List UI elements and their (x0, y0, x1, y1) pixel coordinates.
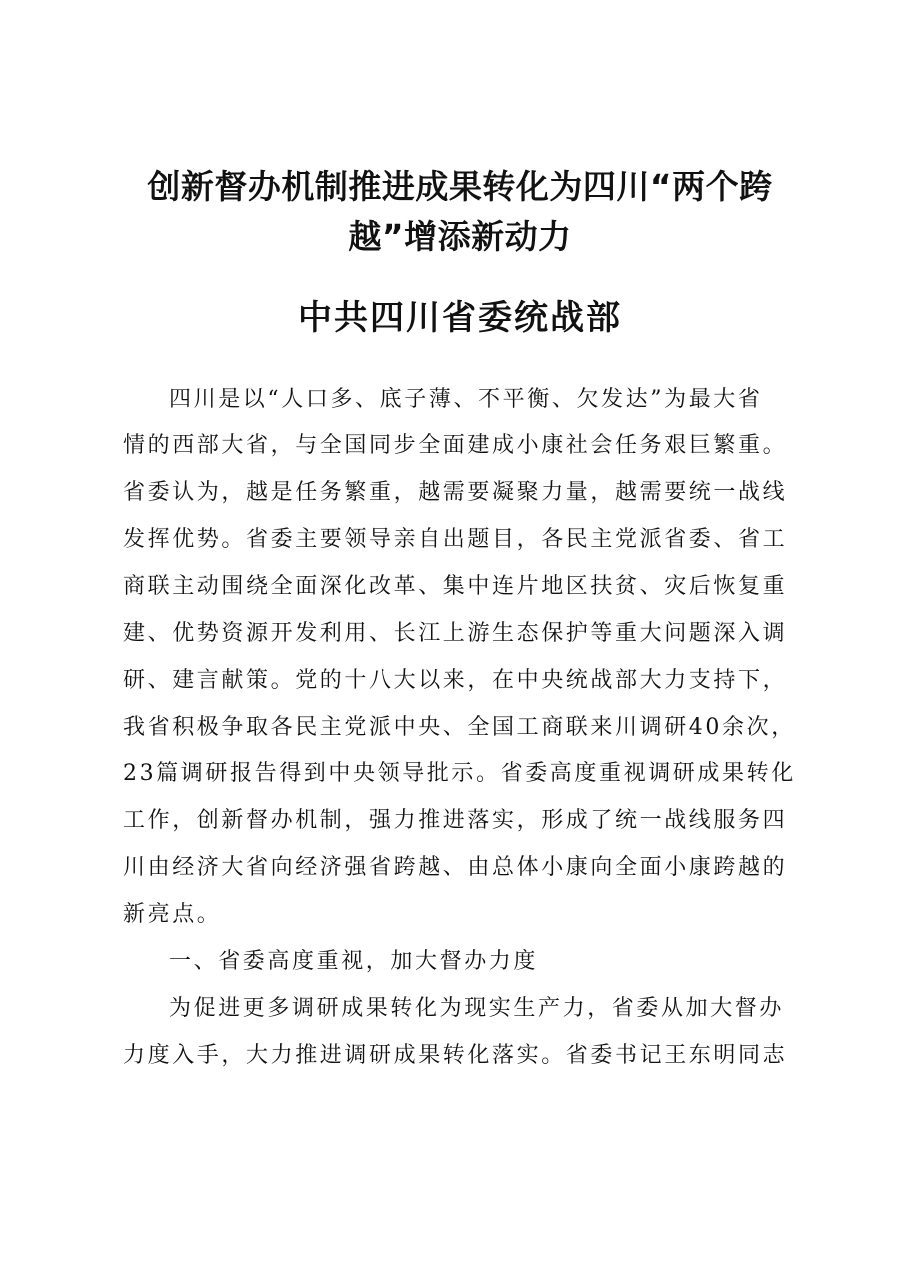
paragraph-2-line: 为促进更多调研成果转化为现实生产力，省委从加大督办 (169, 996, 785, 1021)
paragraph-1-line: 情的西部大省，与全国同步全面建成小康社会任务艰巨繁重。 (123, 433, 788, 458)
paragraph-1-line: 23篇调研报告得到中央领导批示。省委高度重视调研成果转化 (123, 761, 796, 786)
paragraph-1-line: 发挥优势。省委主要领导亲自出题目，各民主党派省委、省工 (123, 527, 788, 552)
paragraph-1-line: 川由经济大省向经济强省跨越、由总体小康向全面小康跨越的 (123, 855, 788, 880)
paragraph-1-line: 研、建言献策。党的十八大以来，在中央统战部大力支持下， (123, 668, 788, 693)
paragraph-1-line: 四川是以“人口多、底子薄、不平衡、欠发达”为最大省 (169, 387, 763, 412)
document-title-line-1: 创新督办机制推进成果转化为四川“两个跨 (147, 167, 773, 206)
section-1-heading: 一、省委高度重视，加大督办力度 (169, 949, 539, 974)
document-title-line-2: 越”增添新动力 (348, 217, 572, 256)
paragraph-1-line: 省委认为，越是任务繁重，越需要凝聚力量，越需要统一战线 (123, 480, 788, 505)
paragraph-1-line: 工作，创新督办机制，强力推进落实，形成了统一战线服务四 (123, 808, 788, 833)
author-organization: 中共四川省委统战部 (298, 298, 622, 338)
paragraph-1-line: 建、优势资源开发利用、长江上游生态保护等重大问题深入调 (123, 621, 788, 646)
paragraph-2-line: 力度入手，大力推进调研成果转化落实。省委书记王东明同志 (123, 1043, 788, 1068)
paragraph-1-line: 新亮点。 (123, 902, 222, 927)
paragraph-1-line: 我省积极争取各民主党派中央、全国工商联来川调研40余次， (123, 715, 796, 740)
paragraph-1-line: 商联主动围绕全面深化改革、集中连片地区扶贫、灾后恢复重 (123, 574, 788, 599)
